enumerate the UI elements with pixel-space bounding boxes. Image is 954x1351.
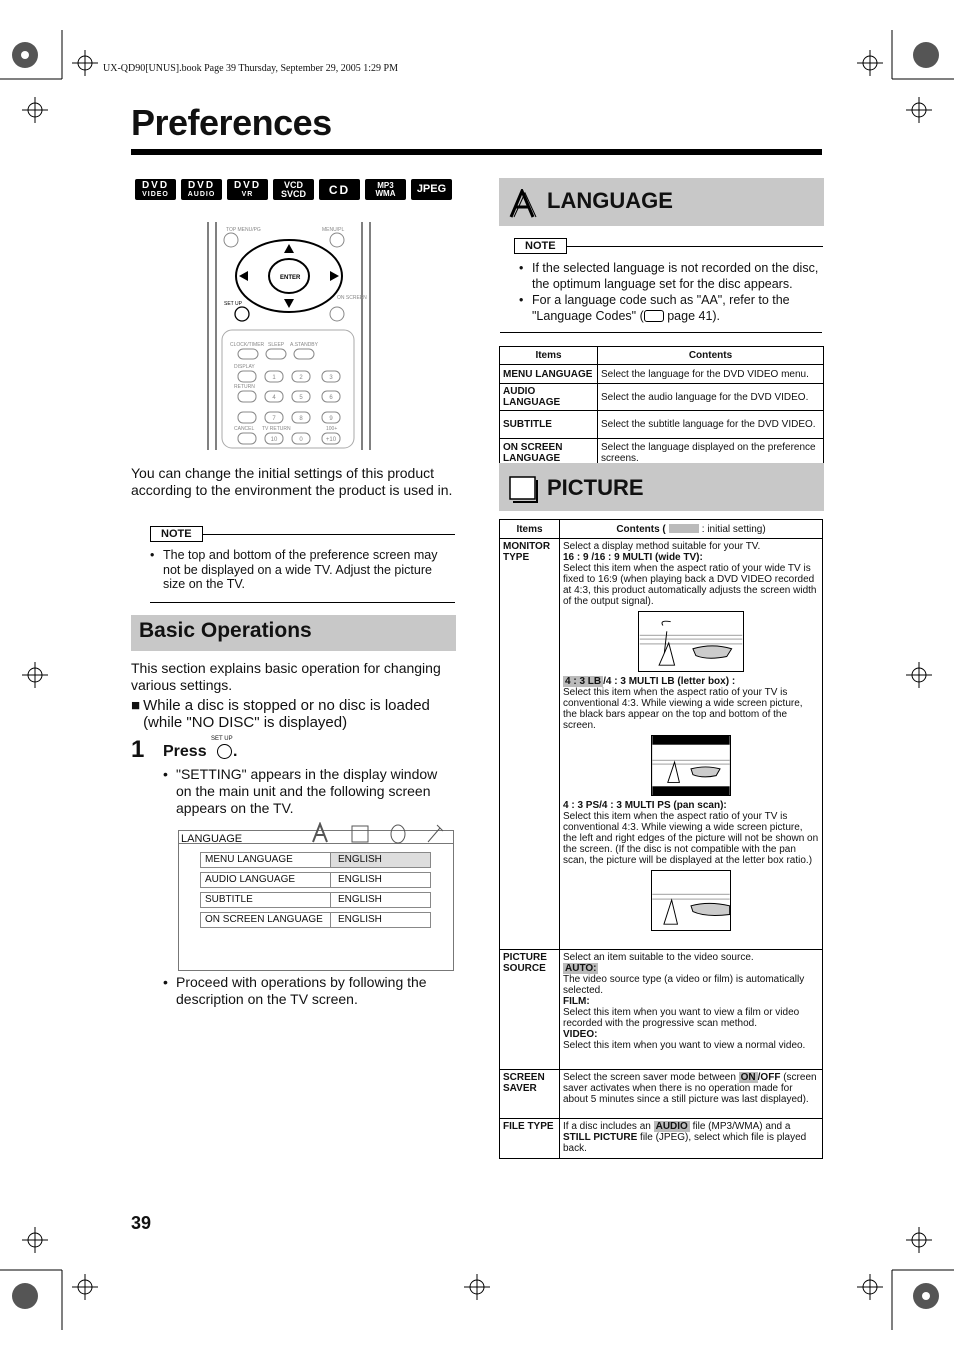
remote-control-illustration <box>206 222 372 450</box>
svg-text:9: 9 <box>329 416 333 422</box>
step-bullet-2: • Proceed with operations by following the description on the TV screen. <box>163 974 427 1007</box>
svg-text:A.STANDBY: A.STANDBY <box>290 342 318 348</box>
svg-text:+10: +10 <box>325 437 337 443</box>
svg-text:SET UP: SET UP <box>224 301 242 307</box>
svg-text:4: 4 <box>272 395 276 401</box>
left-note-text: • The top and bottom of the preference screen may not be displayed on a wide TV. Adjust the picture size on the TV. <box>150 548 455 603</box>
disc-icons <box>135 179 452 200</box>
setup-button-icon: SET UP <box>211 742 233 762</box>
picture-table: Items Contents ( : initial setting) MONITOR TYPE Select a display method suitable for your TV. 16 : 9 /16 : 9 MULTI (wide TV): Select this item when the aspect ratio of your wide TV is fixed to 16:9 (when playing back a DVD VIDEO recorded at 4:3, this product automatically adjusts the screen width of the output signal). 4 : 3 LB /4 : 3 MULTI LB (letter box) : Select this item when the aspect ratio of your TV is conventional 4:3. While viewing a wide screen picture, the black bars appear on the top and bottom of the screen. 4 : 3 PS/4 : 3 MULTI PS (pan scan): Select this item when the aspect ratio of your TV is conventional 4:3. While viewing a wide screen picture, the left and right edges of the picture will not be shown on the screen. (If the disc is not compatible with the pan scan, the picture will be displayed at the letter box ratio.) PICTURE SOURCE Select an item suitable to the video source. AUTO: The video source type (a video or film) is automatically selected. FILM: Select this item when you want to view a film or video recorded with the progressive scan method. VIDEO: Select this item when you want to view a normal video. SCREEN SAVER Select the screen saver mode between ON /OFF (screen saver activates when there is no operation made for about 5 minutes since a still picture was last displayed). FILE TYPE If a disc includes an AUDIO file (MP3/WMA) and a STILL PICTURE file (JPEG), select which file is played back. <box>499 519 823 1159</box>
title-rule <box>131 149 822 155</box>
preference-screen <box>178 830 454 971</box>
table-row: PICTURE SOURCE Select an item suitable to the video source. AUTO: The video source type (a video or film) is automatically selected. FILM: Select this item when you want to view a film or video recorded with the progressive scan method. VIDEO: Select this item when you want to view a normal video. <box>500 950 823 1070</box>
screen-row-on-screen-language: ON SCREEN LANGUAGE ENGLISH <box>200 912 431 928</box>
intro-text: You can change the initial settings of this product according to the environment the product is used in. <box>131 465 453 498</box>
svg-text:CANCEL: CANCEL <box>234 426 255 432</box>
table-row: MONITOR TYPE Select a display method suitable for your TV. 16 : 9 /16 : 9 MULTI (wide TV): Select this item when the aspect ratio of your wide TV is fixed to 16:9 (when playing back a DVD VIDEO recorded at 4:3, this product automatically adjusts the screen width of the output signal). 4 : 3 LB /4 : 3 MULTI LB (letter box) : Select this item when the aspect ratio of your TV is conventional 4:3. While viewing a wide screen picture, the black bars appear on the top and bottom of the screen. 4 : 3 PS/4 : 3 MULTI PS (pan scan): Select this item when the aspect ratio of your TV is conventional 4:3. While viewing a wide screen picture, the left and right edges of the picture will not be shown on the screen. (If the disc is not compatible with the pan scan, the picture will be displayed at the letter box ratio.) <box>500 539 823 950</box>
letterbox-image <box>651 735 731 796</box>
step-bullet-1: • "SETTING" appears in the display window on the main unit and the following screen appears on the TV. <box>163 766 438 816</box>
mp3-wma-icon: MP3 WMA <box>365 179 406 200</box>
language-title: LANGUAGE <box>547 188 673 213</box>
page-number: 39 <box>131 1213 152 1233</box>
svg-text:1: 1 <box>272 375 276 381</box>
svg-text:RETURN: RETURN <box>234 384 255 390</box>
svg-text:8: 8 <box>299 416 303 422</box>
basic-operations-title: Basic Operations <box>139 619 312 642</box>
pan-scan-image <box>651 870 731 931</box>
svg-text:6: 6 <box>329 395 333 401</box>
note-label-right: NOTE <box>514 238 567 254</box>
svg-text:TV RETURN: TV RETURN <box>262 426 291 432</box>
picture-icon <box>508 474 538 504</box>
right-note <box>514 238 823 254</box>
svg-text:10: 10 <box>270 437 278 443</box>
screen-tab-label: LANGUAGE <box>181 833 243 845</box>
vcd-svcd-icon: VCD SVCD <box>273 179 314 200</box>
screen-row-subtitle: SUBTITLE ENGLISH <box>200 892 431 908</box>
svg-text:5: 5 <box>299 395 303 401</box>
svg-text:7: 7 <box>272 416 276 422</box>
step-number: 1 <box>131 736 145 763</box>
dvd-vr-icon: DVD VR <box>227 179 268 200</box>
svg-text:MENU/PL: MENU/PL <box>322 227 345 233</box>
svg-text:0: 0 <box>299 437 303 443</box>
svg-text:100+: 100+ <box>326 426 338 432</box>
left-note <box>150 526 455 542</box>
square-bullet-icon: ■ <box>131 697 141 714</box>
wide-tv-image <box>638 611 744 672</box>
svg-text:ENTER: ENTER <box>280 275 301 281</box>
table-row: ON SCREEN LANGUAGE Select the language displayed on the preference screens. <box>500 439 824 467</box>
screen-row-menu-language: MENU LANGUAGE ENGLISH <box>200 852 431 868</box>
svg-text:ON SCREEN: ON SCREEN <box>337 295 367 301</box>
file-header: UX-QD90[UNUS].book Page 39 Thursday, September 29, 2005 1:29 PM <box>103 63 398 74</box>
dvd-audio-icon: DVD AUDIO <box>181 179 222 200</box>
svg-text:DISPLAY: DISPLAY <box>234 364 255 370</box>
table-row: SUBTITLE Select the subtitle language for the DVD VIDEO. <box>500 411 824 439</box>
condition-text: ■ While a disc is stopped or no disc is loaded (while "NO DISC" is displayed) <box>131 697 430 731</box>
dvd-video-icon: DVD VIDEO <box>135 179 176 200</box>
language-icon <box>508 189 538 219</box>
table-row: FILE TYPE If a disc includes an AUDIO file (MP3/WMA) and a STILL PICTURE file (JPEG), select which file is played back. <box>500 1119 823 1159</box>
svg-text:TOP MENU/PG: TOP MENU/PG <box>226 227 261 233</box>
screen-tab-icons <box>310 822 450 844</box>
language-table: Items Contents MENU LANGUAGE Select the language for the DVD VIDEO menu. AUDIO LANGUAGE Select the audio language for the DVD VIDEO. SUBTITLE Select the subtitle language for the DVD VIDEO. ON SCREEN LANGUAGE Select the language displayed on the preference screens. <box>499 346 824 467</box>
reference-hand-icon <box>644 310 664 322</box>
cd-icon: CD <box>319 179 360 200</box>
press-instruction: Press SET UP . <box>163 736 238 761</box>
page-title: Preferences <box>131 102 332 143</box>
jpeg-icon: JPEG <box>411 179 452 200</box>
basic-operations-desc: This section explains basic operation for changing various settings. <box>131 660 441 693</box>
right-note-text: • If the selected language is not recorded on the disc, the optimum language set for the disc appears. • For a language code such as "AA", refer to the "Language Codes" ( page 41). <box>519 261 824 333</box>
table-row: SCREEN SAVER Select the screen saver mode between ON /OFF (screen saver activates when there is no operation made for about 5 minutes since a still picture was last displayed). <box>500 1070 823 1119</box>
initial-setting-swatch <box>669 524 699 533</box>
svg-text:3: 3 <box>329 375 333 381</box>
note-label: NOTE <box>150 526 203 542</box>
table-row: AUDIO LANGUAGE Select the audio language for the DVD VIDEO. <box>500 384 824 411</box>
svg-text:SLEEP: SLEEP <box>268 342 285 348</box>
table-row: MENU LANGUAGE Select the language for the DVD VIDEO menu. <box>500 365 824 384</box>
picture-title: PICTURE <box>547 475 644 500</box>
svg-text:CLOCK/TIMER: CLOCK/TIMER <box>230 342 265 348</box>
svg-text:2: 2 <box>299 375 303 381</box>
screen-row-audio-language: AUDIO LANGUAGE ENGLISH <box>200 872 431 888</box>
